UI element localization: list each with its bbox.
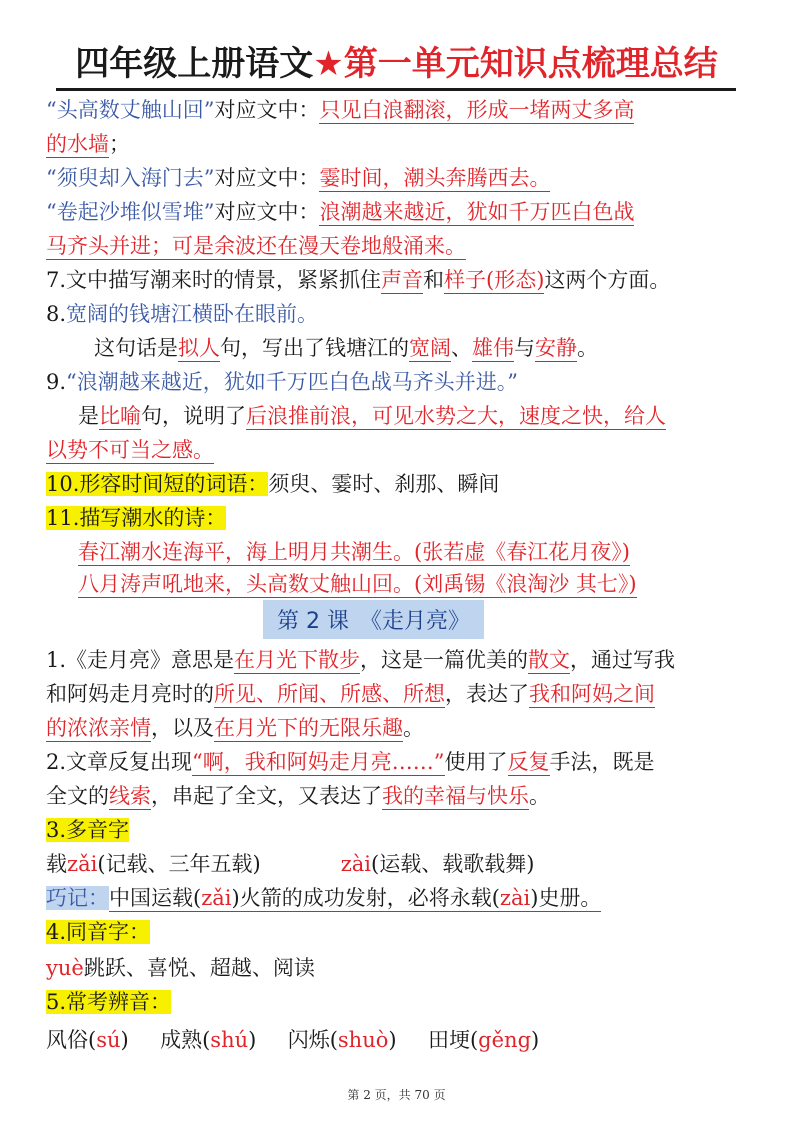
line-25: yuè跳跃、喜悦、超越、阅读 (46, 956, 315, 980)
line-9: 9.“浪潮越来越近，犹如千万匹白色战马齐头并进。” (46, 370, 519, 394)
line-19: 2.文章反复出现“啊，我和阿妈走月亮……”使用了反复手法，既是 (46, 750, 655, 774)
line-3: “须臾却入海门去”对应文中：霎时间，潮头奔腾西去。 (46, 166, 551, 190)
line-24: 4.同音字： (46, 920, 151, 944)
line-13: 11.描写潮水的诗： (46, 506, 227, 530)
line-20: 全文的线索，串起了全文，又表达了我的幸福与快乐。 (46, 784, 550, 808)
line-7: 8.宽阔的钱塘江横卧在眼前。 (46, 302, 319, 326)
line-8: 这句话是拟人句，写出了钱塘江的宽阔、雄伟与安静。 (94, 336, 598, 360)
line-16: 1.《走月亮》意思是在月光下散步，这是一篇优美的散文，通过写我 (46, 648, 676, 672)
line-1: “头高数丈触山回”对应文中：只见白浪翻滚，形成一堵两丈多高 (46, 98, 635, 122)
line-2: 的水墙； (46, 132, 130, 156)
page-title: 四年级上册语文★第一单元知识点梳理总结 (75, 44, 718, 84)
line-4: “卷起沙堆似雪堆”对应文中：浪潮越来越近，犹如千万匹白色战 (46, 200, 635, 224)
lesson-heading: 第 2 课 《走月亮》 (263, 600, 484, 639)
line-5: 马齐头并进；可是余波还在漫天卷地般涌来。 (46, 234, 466, 258)
line-26: 5.常考辨音： (46, 990, 172, 1014)
poem-1: 春江潮水连海平，海上明月共潮生。(张若虚《春江花月夜》) (78, 540, 630, 564)
line-17: 和阿妈走月亮时的所见、所闻、所感、所想，表达了我和阿妈之间 (46, 682, 655, 706)
line-22: 载zǎi(记载、三年五载) zài(运载、载歌载舞) (46, 852, 535, 876)
line-27: 风俗(sú) 成熟(shú) 闪烁(shuò) 田埂(gěng) (46, 1028, 540, 1052)
line-11: 以势不可当之感。 (46, 438, 214, 462)
line-10: 是比喻句，说明了后浪推前浪，可见水势之大，速度之快，给人 (78, 404, 666, 428)
line-12: 10.形容时间短的词语：须臾、霎时、刹那、瞬间 (46, 472, 500, 496)
line-23: 巧记：中国运载(zǎi)火箭的成功发射，必将永载(zài)史册。 (46, 886, 602, 910)
line-6: 7.文中描写潮来时的情景，紧紧抓住声音和样子(形态)这两个方面。 (46, 268, 671, 292)
line-21: 3.多音字 (46, 818, 130, 842)
poem-2: 八月涛声吼地来，头高数丈触山回。(刘禹锡《浪淘沙 其七》) (78, 572, 637, 596)
line-18: 的浓浓亲情，以及在月光下的无限乐趣。 (46, 716, 424, 740)
page-footer: 第 2 页，共 70 页 (347, 1088, 446, 1102)
title-underline (56, 88, 736, 91)
